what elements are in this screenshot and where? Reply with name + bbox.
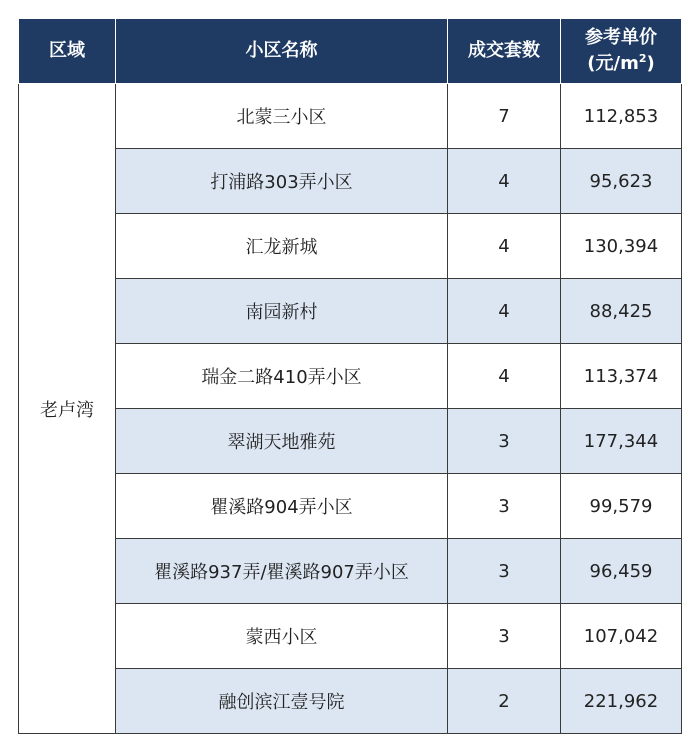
community-name-cell: 翠湖天地雅苑: [116, 409, 448, 474]
table-row: [19, 344, 682, 409]
reference-price-cell: 99,579: [561, 474, 682, 539]
community-name-cell: 打浦路303弄小区: [116, 149, 448, 214]
reference-price-cell: 96,459: [561, 539, 682, 604]
table-row: [19, 409, 682, 474]
header-price-unit-prefix: (元/m: [587, 53, 639, 74]
table-header-row: [19, 19, 682, 84]
transaction-count-cell: 3: [448, 474, 561, 539]
header-price-unit: [561, 51, 681, 77]
table-row: [19, 279, 682, 344]
reference-price-cell: 130,394: [561, 214, 682, 279]
community-name-cell: 南园新村: [116, 279, 448, 344]
header-price-unit-sup: 2: [638, 52, 647, 65]
reference-price-cell: 88,425: [561, 279, 682, 344]
community-name-cell: 瑞金二路410弄小区: [116, 344, 448, 409]
header-price-label: 参考单价: [585, 27, 657, 48]
transaction-table-container: [18, 18, 681, 734]
transaction-count-cell: 3: [448, 409, 561, 474]
reference-price-cell: 177,344: [561, 409, 682, 474]
transaction-count-cell: 2: [448, 669, 561, 734]
transaction-count-cell: 3: [448, 604, 561, 669]
transaction-count-cell: 4: [448, 149, 561, 214]
reference-price-cell: 95,623: [561, 149, 682, 214]
reference-price-cell: 113,374: [561, 344, 682, 409]
reference-price-cell: 221,962: [561, 669, 682, 734]
table-row: [19, 604, 682, 669]
table-row: [19, 214, 682, 279]
community-name-cell: 融创滨江壹号院: [116, 669, 448, 734]
table-row: [19, 669, 682, 734]
header-region: 区域: [19, 19, 116, 84]
header-price-unit-suffix: ): [646, 53, 655, 74]
community-name-cell: 瞿溪路904弄小区: [116, 474, 448, 539]
table-body: [19, 84, 682, 734]
header-reference-price: [561, 19, 682, 84]
transaction-count-cell: 4: [448, 279, 561, 344]
table-row: [19, 149, 682, 214]
region-cell: 老卢湾: [19, 84, 116, 734]
table-row: [19, 539, 682, 604]
transaction-count-cell: 7: [448, 84, 561, 149]
community-name-cell: 汇龙新城: [116, 214, 448, 279]
community-name-cell: 瞿溪路937弄/瞿溪路907弄小区: [116, 539, 448, 604]
transaction-table: [18, 18, 682, 734]
header-community-name: 小区名称: [116, 19, 448, 84]
community-name-cell: 北蒙三小区: [116, 84, 448, 149]
reference-price-cell: 112,853: [561, 84, 682, 149]
community-name-cell: 蒙西小区: [116, 604, 448, 669]
transaction-count-cell: 3: [448, 539, 561, 604]
transaction-count-cell: 4: [448, 344, 561, 409]
table-row: [19, 474, 682, 539]
table-row: [19, 84, 682, 149]
transaction-count-cell: 4: [448, 214, 561, 279]
header-transaction-count: 成交套数: [448, 19, 561, 84]
reference-price-cell: 107,042: [561, 604, 682, 669]
